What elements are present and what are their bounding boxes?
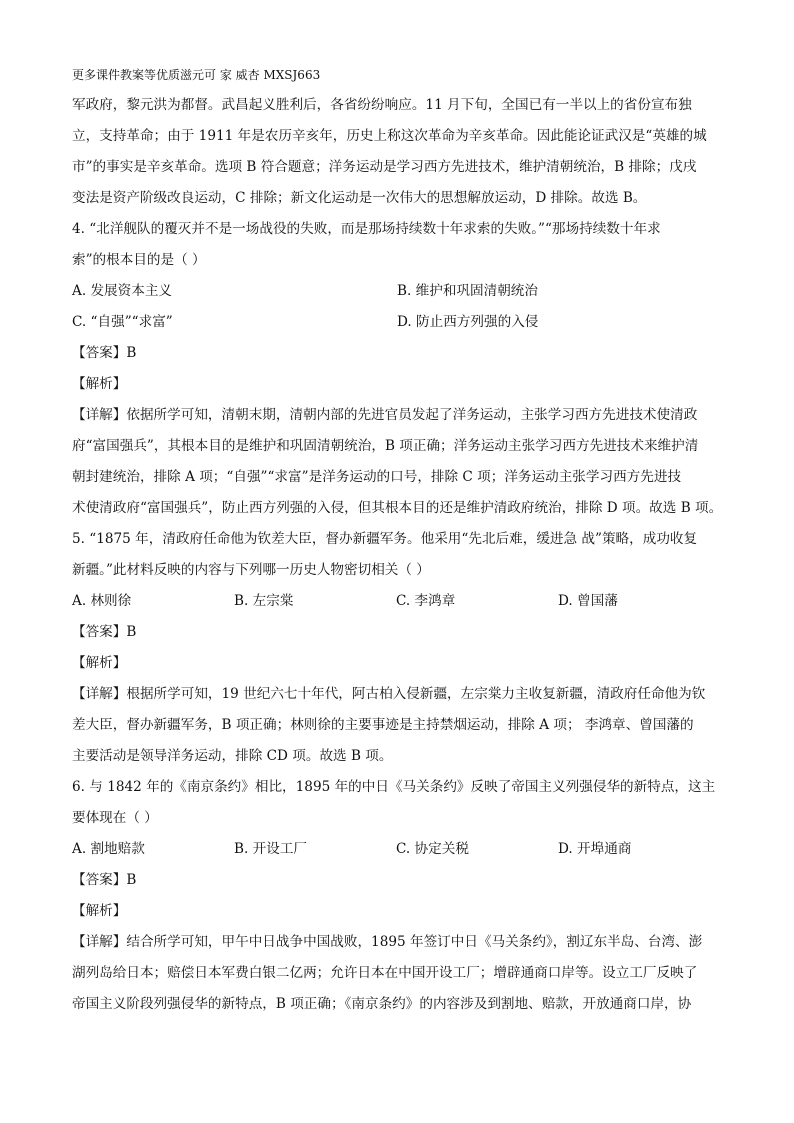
detail-line: 差大臣，督办新疆军务，B 项正确；林则徐的主要事迹是主持禁烟运动，排除 A 项； 李鸿章、曾国藩的 (72, 717, 694, 733)
option-a: A. 割地赔款 (72, 841, 145, 857)
text-line: 军政府，黎元洪为都督。武昌起义胜利后，各省纷纷响应。11 月下旬，全国已有一半以上的省份宣布独 (72, 97, 692, 113)
question-6-stem: 6. 与 1842 年的《南京条约》相比，1895 年的中日《马关条约》反映了帝国主义列强侵华的新特点，这主 (72, 779, 716, 795)
question-5-stem: 新疆。”此材料反映的内容与下列哪一历史人物密切相关（ ） (72, 562, 430, 578)
detail-line: 主要活动是领导洋务运动，排除 CD 项。故选 B 项。 (72, 748, 393, 764)
option-d: D. 曾国藩 (558, 593, 618, 609)
question-5-stem: 5. “1875 年，清政府任命他为钦差大臣，督办新疆军务。他采用“先北后难，缓进急 战”策略，成功收复 (72, 531, 698, 547)
detail-line: 湖列岛给日本；赔偿日本军费白银二亿两；允许日本在中国开设工厂；增辟通商口岸等。设立工厂反映了 (72, 965, 698, 981)
analysis-label: 【解析】 (72, 376, 127, 392)
answer-label: 【答案】B (72, 624, 137, 640)
question-4-stem: 4. “北洋舰队的覆灭并不是一场战役的失败，而是那场持续数十年求索的失败。”“那场持续数十年求 (72, 221, 661, 237)
detail-line: 【详解】结合所学可知，甲午中日战争中国战败，1895 年签订中日《马关条约》，割辽东半岛、台湾、澎 (72, 934, 703, 950)
question-4-stem: 索”的根本目的是（ ） (72, 252, 206, 268)
option-d: D. 开埠通商 (558, 841, 632, 857)
question-4-options (72, 276, 722, 307)
question-6-options (72, 834, 722, 865)
answer-label: 【答案】B (72, 872, 137, 888)
detail-line: 府“富国强兵”，其根本目的是维护和巩固清朝统治，B 项正确；洋务运动主张学习西方先进技术来维护清 (72, 438, 699, 454)
text-line: 市”的事实是辛亥革命。选项 B 符合题意；洋务运动是学习西方先进技术，维护清朝统治，B 排除；戊戌 (72, 159, 697, 175)
detail-line: 术使清政府“富国强兵”，防止西方列强的入侵，但其根本目的还是维护清政府统治，排除 D 项。故选 B 项。 (72, 500, 723, 516)
detail-line: 【详解】依据所学可知，清朝末期，清朝内部的先进官员发起了洋务运动，主张学习西方先进技术使清政 (72, 407, 698, 423)
option-c: C. 协定关税 (396, 841, 469, 857)
detail-line: 帝国主义阶段列强侵华的新特点，B 项正确；《南京条约》的内容涉及到割地、赔款，开放通商口岸，协 (72, 996, 692, 1012)
option-a: A. 林则徐 (72, 593, 132, 609)
detail-line: 朝封建统治，排除 A 项；“自强”“求富”是洋务运动的口号，排除 C 项；洋务运动主张学习西方先进技 (72, 469, 682, 485)
detail-line: 【详解】根据所学可知，19 世纪六七十年代，阿古柏入侵新疆，左宗棠力主收复新疆，清政府任命他为钦 (72, 686, 706, 702)
document-page (72, 64, 722, 1020)
option-c: C. 李鸿章 (396, 593, 456, 609)
option-b: B. 左宗棠 (234, 593, 294, 609)
option-a: A. 发展资本主义 (72, 283, 173, 299)
question-5-options (72, 586, 722, 617)
question-6-stem: 要体现在（ ） (72, 810, 158, 826)
option-b: B. 维护和巩固清朝统治 (397, 283, 538, 299)
text-line: 变法是资产阶级改良运动，C 排除；新文化运动是一次伟大的思想解放运动，D 排除。故选 B。 (72, 190, 647, 206)
option-b: B. 开设工厂 (234, 841, 308, 857)
analysis-label: 【解析】 (72, 655, 127, 671)
answer-label: 【答案】B (72, 345, 137, 361)
option-d: D. 防止西方列强的入侵 (397, 314, 539, 330)
text-line: 立，支持革命；由于 1911 年是农历辛亥年，历史上称这次革命为辛亥革命。因此能论证武汉是“英雄的城 (72, 128, 707, 144)
analysis-label: 【解析】 (72, 903, 127, 919)
option-c: C. “自强”“求富” (72, 314, 173, 330)
page-header: 更多课件教案等优质滋元可 家 威杏 MXSJ663 (72, 68, 321, 82)
question-4-options (72, 307, 722, 338)
